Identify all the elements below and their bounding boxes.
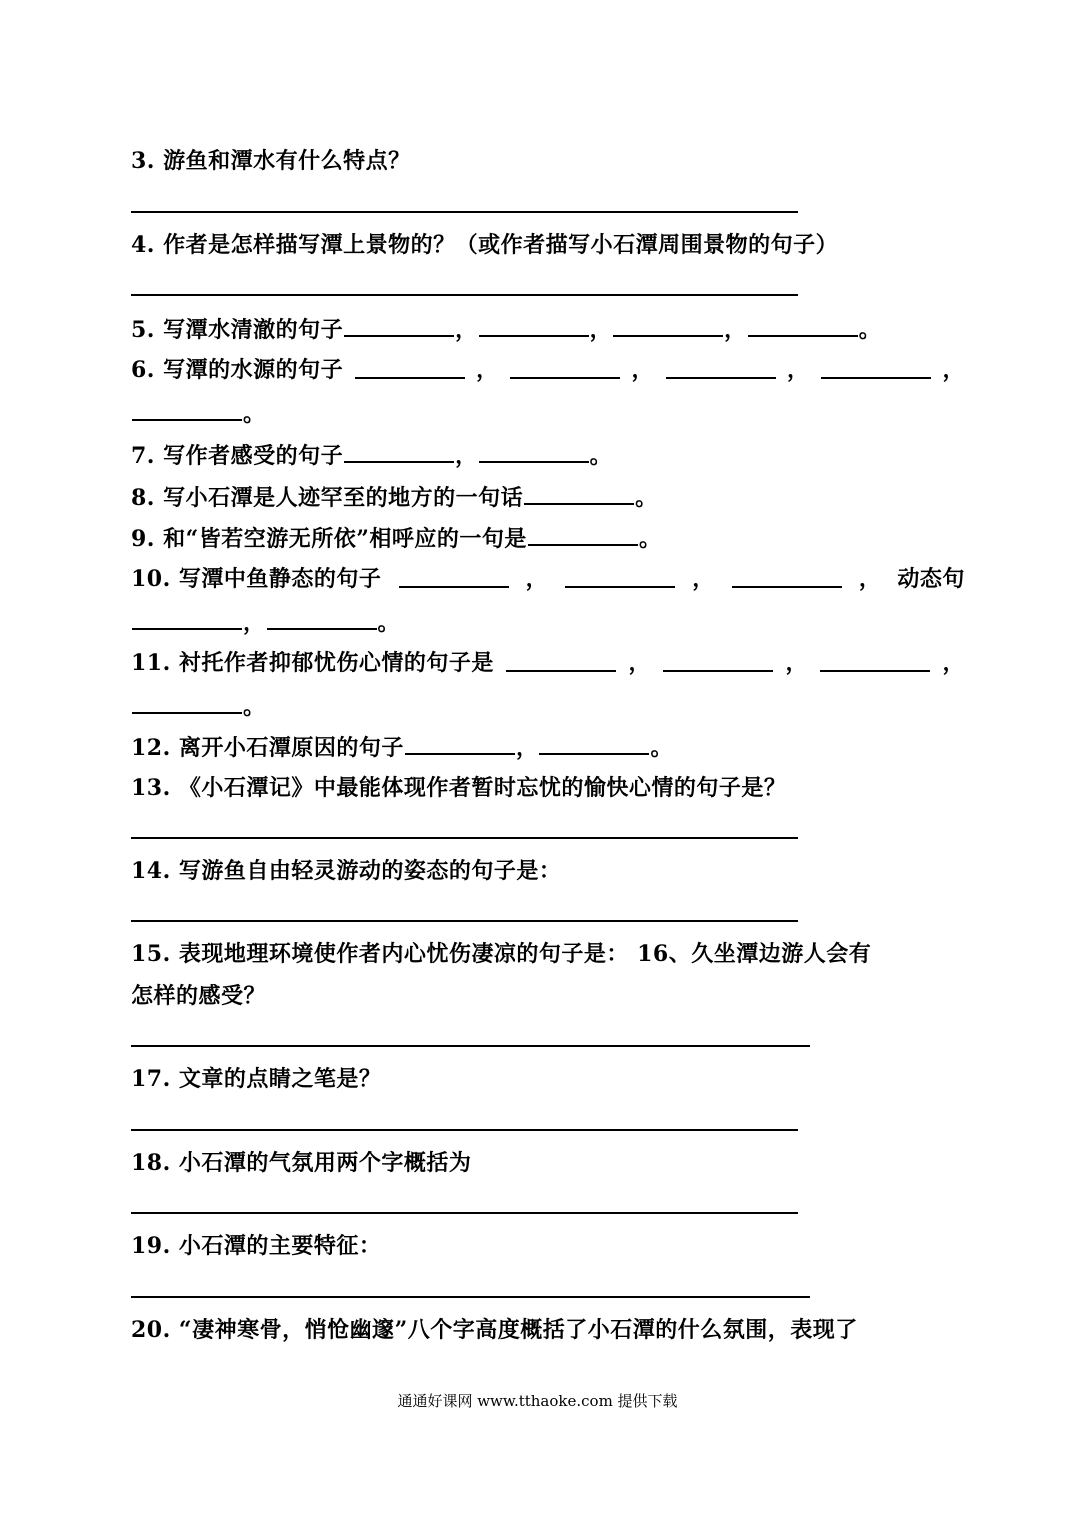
question-17: 17. 文章的点睛之笔是？ [131,1066,382,1092]
fill-blank[interactable] [732,564,842,588]
question-20: 20. “凄神寒骨，悄怆幽邃”八个字高度概括了小石潭的什么氛围，表现了 [131,1317,858,1343]
question-7: 7. 写作者感受的句子 ， 。 [131,439,965,471]
fill-blank[interactable] [666,355,776,379]
fill-blank[interactable] [355,355,465,379]
fill-blank[interactable] [479,439,589,463]
fill-blank[interactable] [748,313,858,337]
answer-line-19 [131,1296,810,1298]
fill-blank[interactable] [528,522,638,546]
fill-blank[interactable] [132,606,242,630]
fill-blank[interactable] [821,355,931,379]
answer-line-16 [131,1045,810,1047]
question-10: 10. 写潭中鱼静态的句子 ， ， ， 动态句 [131,566,965,592]
fill-blank[interactable] [663,648,773,672]
question-5: 5. 写潭水清澈的句子 ， ， ， 。 [131,313,965,345]
question-6-cont: 。 [131,397,965,429]
fill-blank[interactable] [399,564,509,588]
question-14: 14. 写游鱼自由轻灵游动的姿态的句子是： [131,858,562,884]
answer-line-13 [131,837,798,839]
question-15-16: 15. 表现地理环境使作者内心忧伤凄凉的句子是： 16、久坐潭边游人会有 [131,941,872,967]
question-9: 9. 和“皆若空游无所依”相呼应的一句是 。 [131,522,965,554]
question-11-cont: 。 [131,690,965,722]
fill-blank[interactable] [132,397,242,421]
answer-line-17 [131,1129,798,1131]
fill-blank[interactable] [132,690,242,714]
fill-blank[interactable] [479,313,589,337]
answer-line-3 [131,211,798,213]
question-18: 18. 小石潭的气氛用两个字概括为 [131,1150,472,1176]
question-16-cont: 怎样的感受？ [131,983,267,1009]
question-13: 13. 《小石潭记》中最能体现作者暂时忘忧的愉快心情的句子是？ [131,775,787,801]
answer-line-18 [131,1212,798,1214]
question-10-cont: ， 。 [131,606,965,638]
fill-blank[interactable] [506,648,616,672]
fill-blank[interactable] [405,731,515,755]
question-4: 4. 作者是怎样描写潭上景物的？（或作者描写小石潭周围景物的句子） [131,232,839,258]
question-3: 3. 游鱼和潭水有什么特点？ [131,148,411,174]
fill-blank[interactable] [613,313,723,337]
question-12: 12. 离开小石潭原因的句子 ， 。 [131,731,965,763]
question-6: 6. 写潭的水源的句子 ， ， ， ， [131,357,965,383]
fill-blank[interactable] [565,564,675,588]
answer-line-14 [131,920,798,922]
fill-blank[interactable] [539,731,649,755]
question-19: 19. 小石潭的主要特征： [131,1233,382,1259]
question-8: 8. 写小石潭是人迹罕至的地方的一句话 。 [131,481,965,513]
fill-blank[interactable] [510,355,620,379]
answer-line-4 [131,294,798,296]
page-footer: 通通好课网 www.tthaoke.com 提供下载 [397,1392,678,1410]
fill-blank[interactable] [344,439,454,463]
fill-blank[interactable] [344,313,454,337]
fill-blank[interactable] [820,648,930,672]
question-11: 11. 衬托作者抑郁忧伤心情的句子是 ， ， ， [131,650,965,676]
fill-blank[interactable] [267,606,377,630]
fill-blank[interactable] [524,481,634,505]
